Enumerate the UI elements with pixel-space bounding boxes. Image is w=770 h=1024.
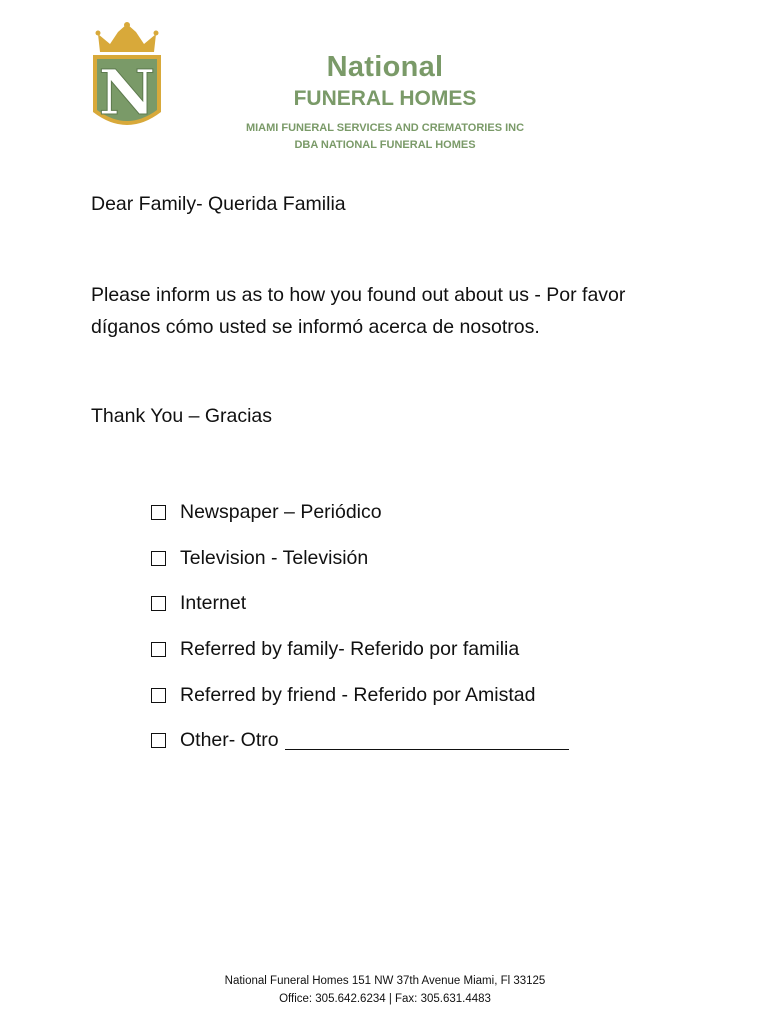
source-options-list <box>151 490 569 764</box>
option-television <box>151 536 569 582</box>
footer-address: National Funeral Homes 151 NW 37th Avenue Miami, Fl 33125 <box>224 975 546 987</box>
brand-subtitle: FUNERAL HOMES <box>293 87 477 110</box>
referred-friend-checkbox[interactable] <box>151 688 166 703</box>
option-internet <box>151 581 569 627</box>
svg-text:N: N <box>98 56 156 129</box>
legal-name-line: MIAMI FUNERAL SERVICES AND CREMATORIES INC <box>245 122 525 134</box>
other-fill-in-line[interactable] <box>285 731 569 750</box>
other-checkbox[interactable] <box>151 733 166 748</box>
request-paragraph <box>91 279 691 343</box>
option-label: Internet <box>180 592 247 615</box>
dba-line: DBA NATIONAL FUNERAL HOMES <box>294 139 476 151</box>
thank-you: Thank You – Gracias <box>91 405 273 427</box>
request-line: Please inform us as to how you found out about us - Por favor <box>91 284 626 306</box>
brand-title: National <box>326 51 444 83</box>
television-checkbox[interactable] <box>151 551 166 566</box>
option-label: Newspaper – Periódico <box>180 501 382 524</box>
footer <box>0 972 770 1008</box>
crowned-n-crest-logo-icon <box>88 22 166 142</box>
letterhead <box>200 48 570 154</box>
option-label: Other- Otro <box>180 729 279 752</box>
referred-family-checkbox[interactable] <box>151 642 166 657</box>
newspaper-checkbox[interactable] <box>151 505 166 520</box>
option-referred-friend <box>151 672 569 718</box>
footer-contact: Office: 305.642.6234 | Fax: 305.631.4483 <box>279 993 491 1005</box>
internet-checkbox[interactable] <box>151 596 166 611</box>
option-newspaper <box>151 490 569 536</box>
logo <box>88 22 166 142</box>
option-label: Referred by family- Referido por familia <box>180 638 520 661</box>
option-other <box>151 718 569 764</box>
option-label: Television - Televisión <box>180 546 369 569</box>
request-line: díganos cómo usted se informó acerca de nosotros. <box>91 316 540 338</box>
greeting: Dear Family- Querida Familia <box>91 193 346 215</box>
option-label: Referred by friend - Referido por Amistad <box>180 683 536 706</box>
option-referred-family <box>151 627 569 673</box>
